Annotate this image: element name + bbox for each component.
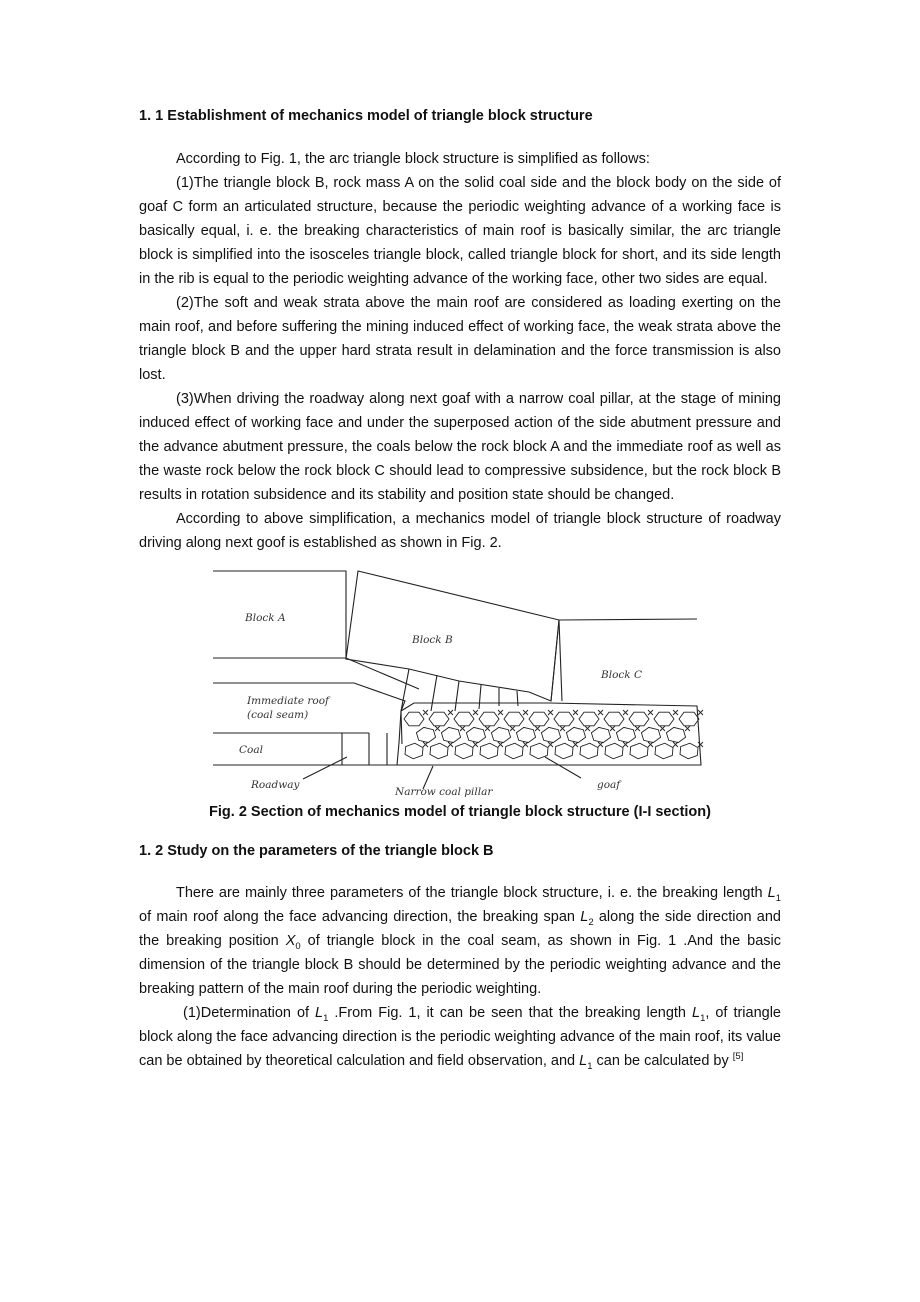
rubble-mark (473, 742, 478, 747)
paper-page (139, 104, 781, 1073)
rubble-stone (554, 712, 574, 726)
rubble-mark (435, 726, 440, 731)
rubble-stone (430, 743, 448, 759)
rubble-stone (591, 727, 610, 742)
paragraph: (1)Determination of $L_1$ .From Fig. 1, it can be seen that the breaking length $L_1$, of triangle block along the face advancing direction is the periodic weighting advance of the main roof, its value can be obtained by theoretical calculation and field observation, and $L_1$ can be calculated by [5] (139, 1005, 781, 1072)
section-heading-1-2: 1. 2 Study on the parameters of the triangle block B (139, 843, 494, 859)
rubble-stone (479, 712, 499, 726)
caved-rock-rubble (404, 710, 703, 759)
label-roadway: Roadway (251, 779, 300, 791)
rubble-mark (560, 726, 565, 731)
label-goaf: goaf (597, 779, 621, 791)
rubble-stone (491, 727, 510, 742)
rubble-stone (516, 727, 535, 742)
rubble-mark (485, 726, 490, 731)
rubble-stone (680, 743, 698, 759)
rubble-stone (580, 743, 598, 759)
block-c-left (559, 620, 562, 701)
rubble-mark (573, 710, 578, 715)
roadway-leader (303, 757, 347, 779)
rubble-stone (654, 712, 674, 726)
rubble-mark (698, 742, 703, 747)
rubble-stone (579, 712, 599, 726)
rubble-stone (629, 712, 649, 726)
rubble-mark (598, 710, 603, 715)
label-immediate-roof: Immediate roof (247, 695, 329, 707)
rubble-mark (648, 710, 653, 715)
rubble-stone (441, 727, 460, 742)
rubble-mark (598, 742, 603, 747)
rubble-stone (429, 712, 449, 726)
citation-ref[interactable]: [5] (732, 1051, 744, 1063)
paragraph: (3)When driving the roadway along next goaf with a narrow coal pillar, at the stage of mining induced effect of working face and under the superposed action of the side abutment pressure and the advance abutment pressure, the coals below the rock block A and the immediate roof as well as the waste rock below the rock block C should lead to compressive subsidence, but the rock block B results in rotation subsidence and its stability and position state should be changed. (139, 391, 781, 503)
rubble-stone (555, 743, 573, 759)
rubble-stone (480, 743, 498, 759)
rubble-stone (605, 743, 623, 759)
rubble-stone (541, 727, 560, 742)
rubble-mark (510, 726, 515, 731)
paragraph: (1)The triangle block B, rock mass A on the solid coal side and the block body on the side of goaf C form an articulated structure, because the periodic weighting advance of a working face is basically equal, i. e. the breaking characteristics of main roof is basically similar, the arc triangle block is simplified into the isosceles triangle block, called triangle block for short, and its side length in the rib is equal to the periodic weighting advance of the working face, other two sides are equal. (139, 175, 781, 287)
section-heading-1-1: 1. 1 Establishment of mechanics model of triangle block structure (139, 108, 593, 124)
rubble-stone (454, 712, 474, 726)
rubble-mark (448, 710, 453, 715)
rubble-mark (648, 742, 653, 747)
rubble-mark (523, 742, 528, 747)
rubble-mark (660, 726, 665, 731)
rubble-mark (448, 742, 453, 747)
rubble-mark (673, 742, 678, 747)
rubble-mark (673, 710, 678, 715)
rubble-mark (685, 726, 690, 731)
rubble-stone (679, 712, 699, 726)
rubble-mark (623, 710, 628, 715)
roof-line-lower (213, 683, 405, 744)
rubble-mark (460, 726, 465, 731)
rubble-mark (498, 710, 503, 715)
rubble-stone (566, 727, 585, 742)
rubble-stone (604, 712, 624, 726)
rubble-mark (698, 710, 703, 715)
paragraph: According to above simplification, a mechanics model of triangle block structure of roadway driving along next goof is established as shown in Fig. 2. (139, 511, 781, 551)
rubble-stone (455, 743, 473, 759)
label-narrow-coal-pillar: Narrow coal pillar (395, 786, 493, 798)
paragraph: (2)The soft and weak strata above the main roof are considered as loading exerting on the main roof, and before suffering the mining induced effect of working face, the weak strata above the triangle block B and the upper hard strata result in delamination and the force transmission is also lost. (139, 295, 781, 383)
rubble-stone (530, 743, 548, 759)
rubble-stone (655, 743, 673, 759)
label-coal: Coal (239, 744, 263, 756)
rubble-stone (616, 727, 635, 742)
rubble-stone (630, 743, 648, 759)
rubble-mark (523, 710, 528, 715)
paragraph: According to Fig. 1, the arc triangle block structure is simplified as follows: (176, 151, 650, 167)
label-coal-seam: (coal seam) (247, 709, 309, 721)
rubble-mark (473, 710, 478, 715)
rubble-stone (529, 712, 549, 726)
rubble-stone (666, 727, 685, 742)
rubble-mark (423, 710, 428, 715)
figure-caption: Fig. 2 Section of mechanics model of triangle block structure (I-I section) (209, 804, 711, 820)
rubble-stone (466, 727, 485, 742)
rubble-mark (423, 742, 428, 747)
goaf-leader (545, 757, 581, 778)
rubble-mark (548, 742, 553, 747)
rubble-mark (573, 742, 578, 747)
label-block-b: Block B (412, 634, 453, 646)
rubble-stone (404, 712, 424, 726)
rubble-stone (504, 712, 524, 726)
paragraph: There are mainly three parameters of the triangle block structure, i. e. the breaking length $L_1$ of main roof along the face advancing direction, the breaking span $L_2$ along the side direction and the breaking position $X_0$ of triangle block in the coal seam, as shown in Fig. 1 .And the basic dimension of the triangle block B should be determined by the periodic weighting advance and the breaking pattern of the main roof during the periodic weighting. (139, 885, 781, 997)
rubble-mark (635, 726, 640, 731)
rubble-mark (548, 710, 553, 715)
rubble-stone (416, 727, 435, 742)
rubble-mark (498, 742, 503, 747)
mechanics-model-diagram (209, 561, 709, 799)
rubble-mark (535, 726, 540, 731)
rubble-mark (610, 726, 615, 731)
rubble-stone (641, 727, 660, 742)
figure-2 (139, 561, 781, 801)
rubble-stone (405, 743, 423, 759)
rubble-mark (623, 742, 628, 747)
pillar-lines (342, 733, 387, 765)
rubble-stone (505, 743, 523, 759)
roof-line-upper (213, 658, 419, 689)
rubble-mark (585, 726, 590, 731)
label-block-c: Block C (601, 669, 643, 681)
block-c-top (559, 619, 697, 620)
label-block-a: Block A (245, 612, 286, 624)
